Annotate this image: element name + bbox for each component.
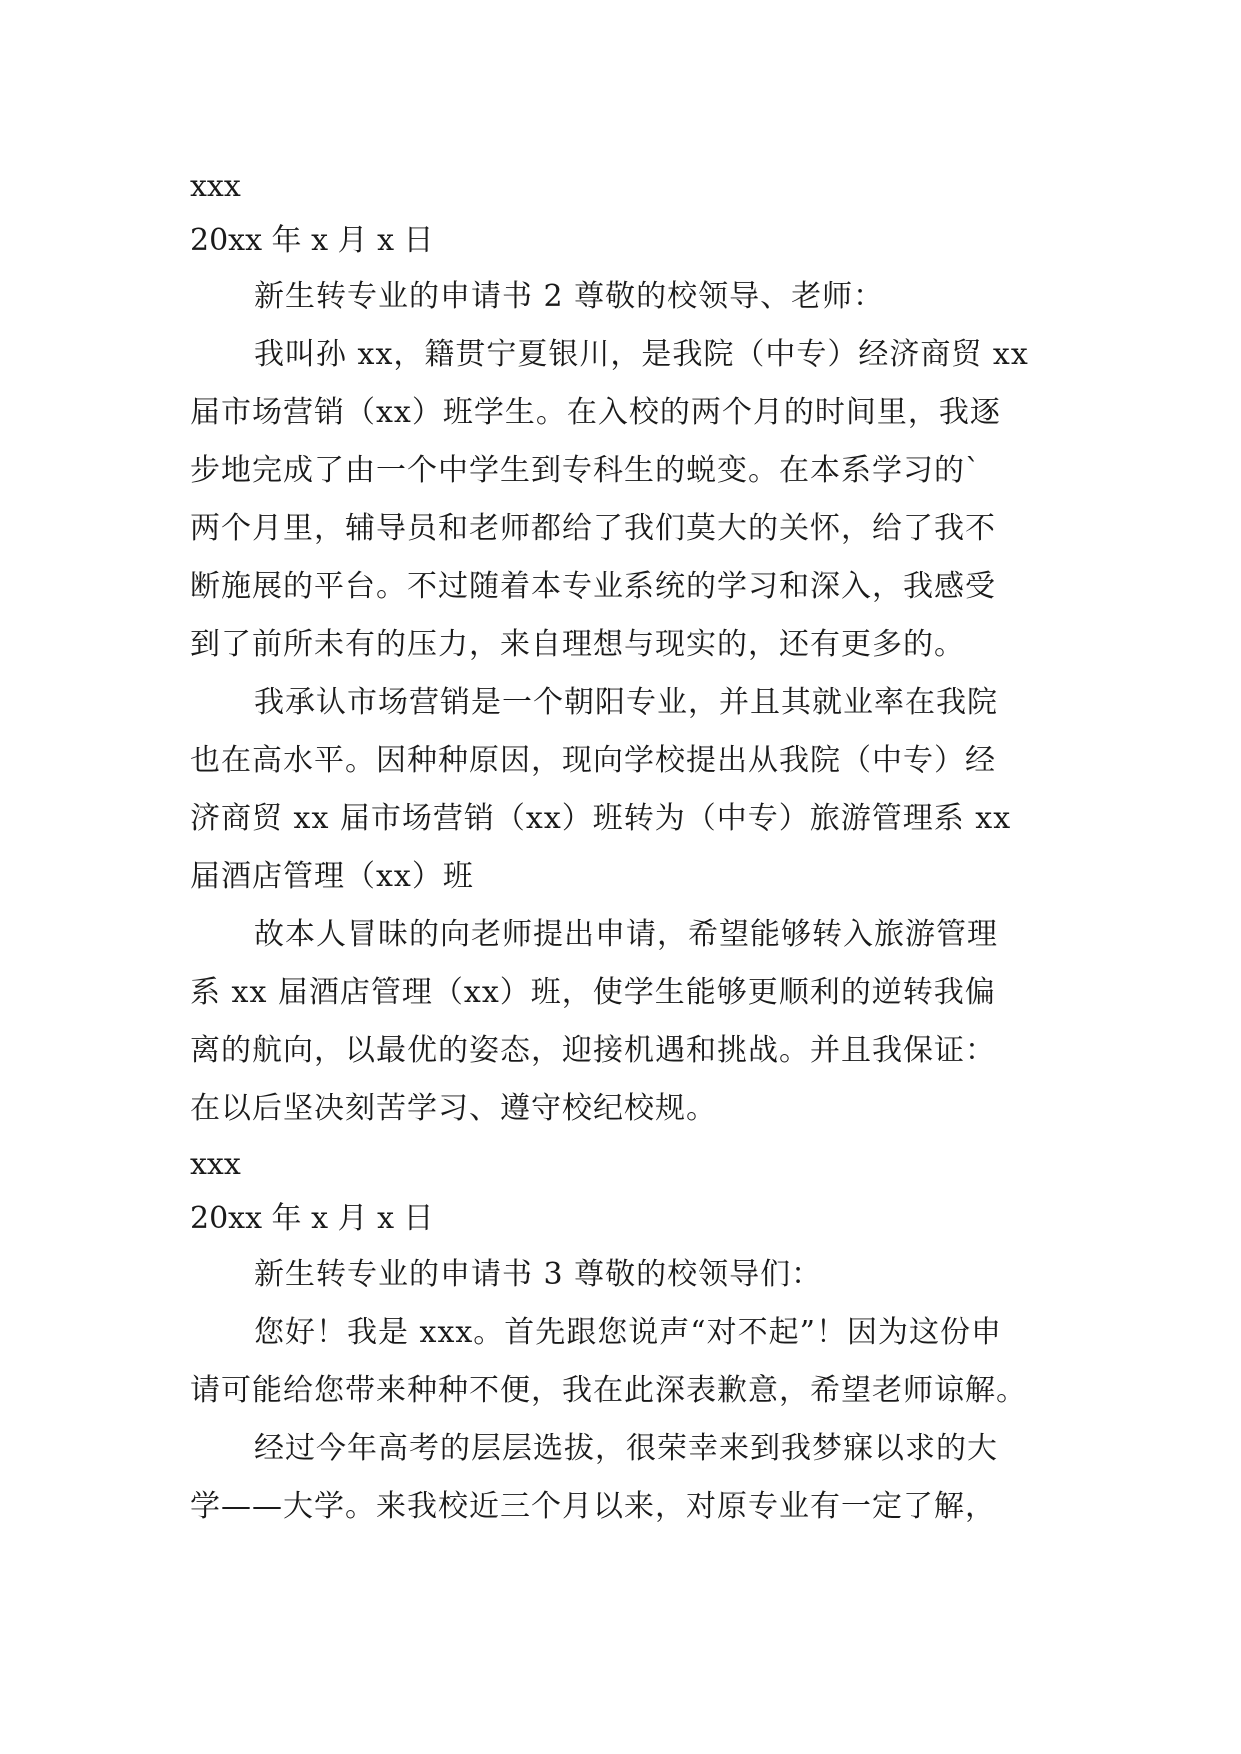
signature-line <box>190 1138 1070 1192</box>
signature-line <box>190 160 1070 214</box>
signature-text: xxx <box>190 169 241 204</box>
paragraph-line: 两个月里，辅导员和老师都给了我们莫大的关怀，给了我不 <box>190 511 996 546</box>
paragraph-line: 请可能给您带来种种不便，我在此深表歉意，希望老师谅解。 <box>190 1373 1027 1408</box>
paragraph <box>190 1304 1070 1420</box>
signature-text: xxx <box>190 1147 241 1182</box>
paragraph-line: 也在高水平。因种种原因，现向学校提出从我院（中专）经 <box>190 743 996 778</box>
paragraph-line: 您好！我是 xxx。首先跟您说声“对不起”！因为这份申 <box>254 1315 1002 1350</box>
paragraph <box>190 906 1070 1138</box>
document-body <box>190 160 1070 1536</box>
paragraph <box>190 326 1070 674</box>
paragraph-line: 到了前所未有的压力，来自理想与现实的，还有更多的。 <box>190 627 965 662</box>
paragraph-line: 我叫孙 xx，籍贯宁夏银川，是我院（中专）经济商贸 xx <box>254 337 1029 372</box>
paragraph-line: 学——大学。来我校近三个月以来，对原专业有一定了解， <box>190 1489 996 1524</box>
paragraph-line: 故本人冒昧的向老师提出申请，希望能够转入旅游管理 <box>254 917 998 952</box>
paragraph-line: 届酒店管理（xx）班 <box>190 859 474 894</box>
signature-line <box>190 1192 1070 1246</box>
paragraph-line: 断施展的平台。不过随着本专业系统的学习和深入，我感受 <box>190 569 996 604</box>
paragraph-line: 离的航向，以最优的姿态，迎接机遇和挑战。并且我保证： <box>190 1033 996 1068</box>
paragraph <box>190 268 1070 326</box>
signature-text: 20xx 年 x 月 x 日 <box>190 223 434 258</box>
paragraph <box>190 674 1070 906</box>
paragraph-line: 新生转专业的申请书 3 尊敬的校领导们： <box>254 1257 823 1292</box>
paragraph-line: 我承认市场营销是一个朝阳专业，并且其就业率在我院 <box>254 685 998 720</box>
signature-text: 20xx 年 x 月 x 日 <box>190 1201 434 1236</box>
paragraph-line: 届市场营销（xx）班学生。在入校的两个月的时间里，我逐 <box>190 395 1001 430</box>
paragraph-line: 系 xx 届酒店管理（xx）班，使学生能够更顺利的逆转我偏 <box>190 975 996 1010</box>
paragraph-line: 在以后坚决刻苦学习、遵守校纪校规。 <box>190 1091 717 1126</box>
paragraph <box>190 1246 1070 1304</box>
paragraph-line: 济商贸 xx 届市场营销（xx）班转为（中专）旅游管理系 xx <box>190 801 1012 836</box>
paragraph <box>190 1420 1070 1536</box>
paragraph-line: 步地完成了由一个中学生到专科生的蜕变。在本系学习的` <box>190 453 981 488</box>
signature-line <box>190 214 1070 268</box>
paragraph-line: 新生转专业的申请书 2 尊敬的校领导、老师： <box>254 279 885 314</box>
paragraph-line: 经过今年高考的层层选拔，很荣幸来到我梦寐以求的大 <box>254 1431 998 1466</box>
